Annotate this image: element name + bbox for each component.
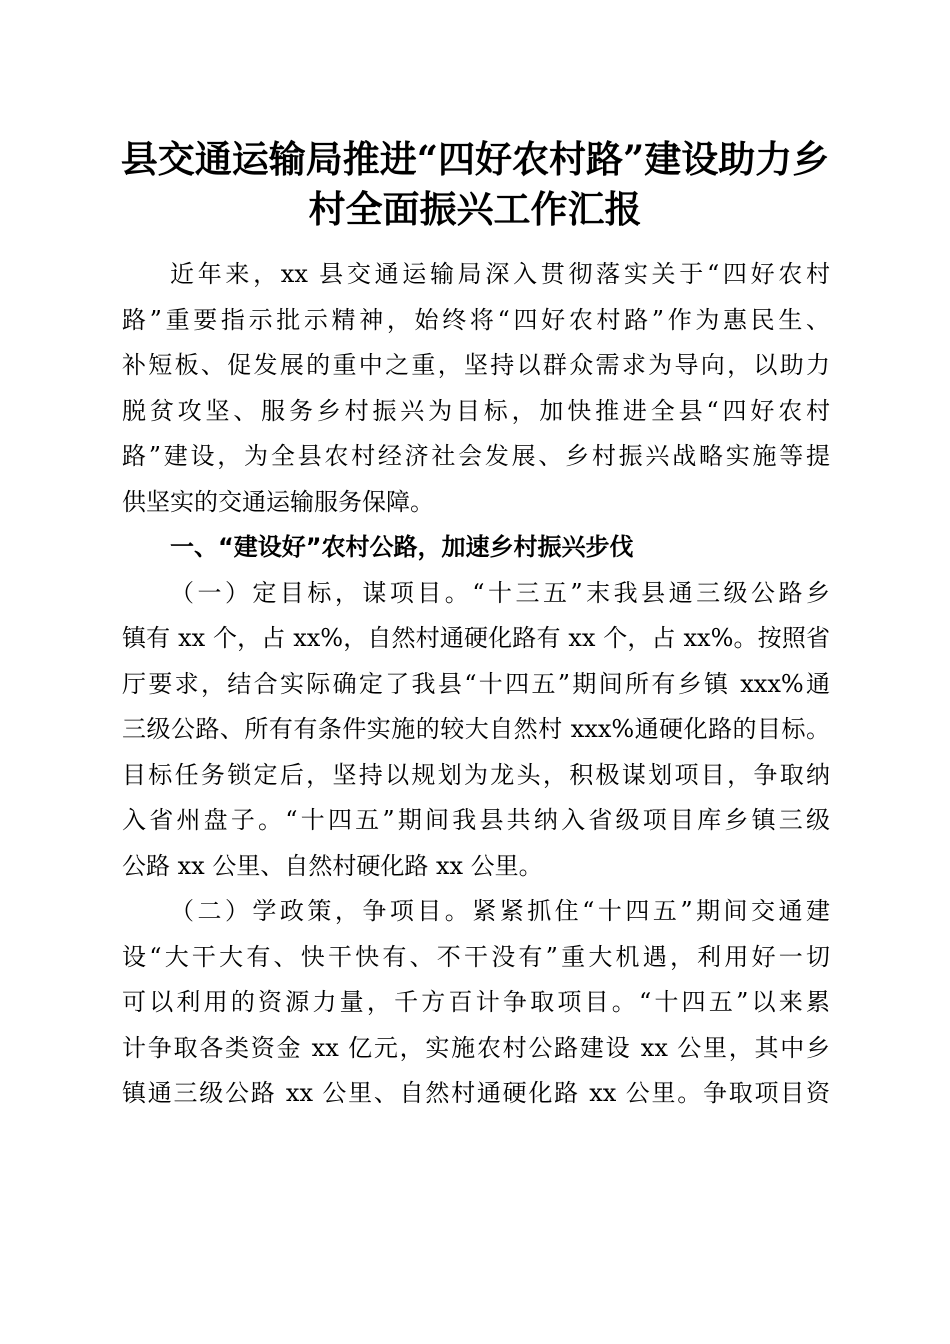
intro-line: 脱贫攻坚、服务乡村振兴为目标，加快推进全县“四好农村 — [122, 396, 830, 425]
paragraph-line: 目标任务锁定后，坚持以规划为龙头，积极谋划项目，争取纳 — [122, 760, 830, 789]
paragraph-line: 设“大干大有、快干快有、不干没有”重大机遇，利用好一切 — [122, 942, 830, 971]
intro-line: 供坚实的交通运输服务保障。 — [122, 487, 434, 516]
paragraph-line: （一）定目标，谋项目。“十三五”末我县通三级公路乡 — [170, 578, 830, 607]
title-line-1: 县交通运输局推进“四好农村路”建设助力乡 — [120, 137, 830, 181]
paragraph-line: 镇有 xx 个，占 xx%，自然村通硬化路有 xx 个，占 xx%。按照省 — [122, 624, 830, 652]
subsection-paragraph-1 — [122, 571, 830, 890]
paragraph-line: 可以利用的资源力量，千方百计争取项目。“十四五”以来累 — [122, 988, 830, 1016]
intro-line: 路”重要指示批示精神，始终将“四好农村路”作为惠民生、 — [122, 305, 830, 334]
paragraph-line: 计争取各类资金 xx 亿元，实施农村公路建设 xx 公里，其中乡 — [122, 1033, 830, 1062]
paragraph-line: 镇通三级公路 xx 公里、自然村通硬化路 xx 公里。争取项目资 — [122, 1079, 830, 1107]
title-line-2: 村全面振兴工作汇报 — [308, 187, 642, 231]
paragraph-line: 厅要求，结合实际确定了我县“十四五”期间所有乡镇 xxx%通 — [122, 669, 830, 698]
intro-line: 补短板、促发展的重中之重，坚持以群众需求为导向，以助力 — [122, 351, 830, 379]
subsection-paragraph-2 — [122, 889, 830, 1117]
section-heading-1: 一、“建设好”农村公路，加速乡村振兴步伐 — [170, 533, 634, 561]
document-body — [122, 252, 830, 1117]
intro-paragraph — [122, 252, 830, 525]
document-title — [100, 134, 850, 234]
paragraph-line: 入省州盘子。“十四五”期间我县共纳入省级项目库乡镇三级 — [122, 806, 830, 834]
paragraph-line: （二）学政策，争项目。紧紧抓住“十四五”期间交通建 — [170, 897, 830, 925]
intro-line: 路”建设，为全县农村经济社会发展、乡村振兴战略实施等提 — [122, 442, 830, 470]
paragraph-line: 公路 xx 公里、自然村硬化路 xx 公里。 — [122, 851, 543, 880]
paragraph-line: 三级公路、所有有条件实施的较大自然村 xxx%通硬化路的目标。 — [122, 715, 830, 743]
intro-line: 近年来，xx 县交通运输局深入贯彻落实关于“四好农村 — [170, 260, 830, 288]
